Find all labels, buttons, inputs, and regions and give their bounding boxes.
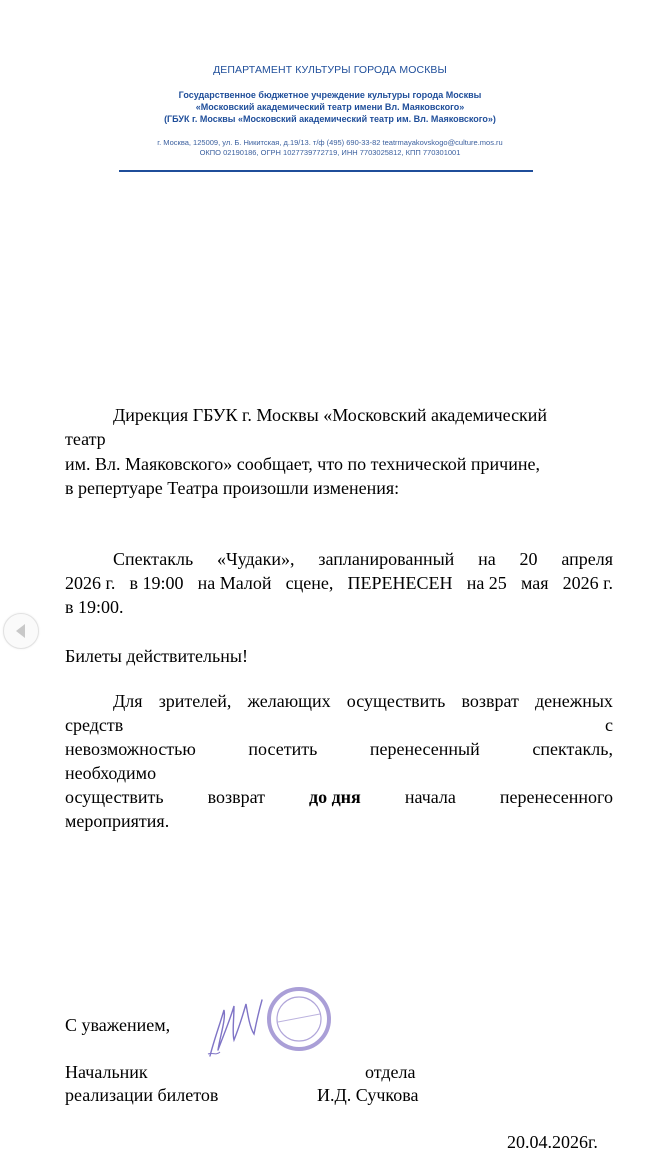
signatory-name: И.Д. Сучкова bbox=[317, 1085, 419, 1105]
paragraph-4-line-6: мероприятия. bbox=[65, 811, 170, 831]
signature-icon bbox=[204, 990, 266, 1062]
word: в 19:00 bbox=[129, 573, 184, 593]
word: возврат bbox=[461, 691, 519, 711]
word: средств bbox=[65, 715, 124, 735]
paragraph-4-line-3 bbox=[65, 738, 613, 760]
word: желающих bbox=[247, 691, 331, 711]
word: Для bbox=[113, 691, 143, 711]
organization-name-line3: (ГБУК г. Москвы «Московский академический театр им. Вл. Маяковского») bbox=[164, 114, 496, 124]
word: перенесенного bbox=[499, 787, 613, 807]
address-line: г. Москва, 125009, ул. Б. Никитская, д.19/13. т/ф (495) 690-33-82 teatrmayakovskogo@culture.mos.ru bbox=[157, 138, 503, 147]
word: «Чудаки», bbox=[216, 549, 295, 569]
closing-regards: С уважением, bbox=[65, 1015, 171, 1035]
tickets-valid-notice: Билеты действительны! bbox=[65, 646, 248, 666]
organization-name-line1: Государственное бюджетное учреждение культуры города Москвы bbox=[178, 90, 482, 100]
paragraph-2-line-3: в 19:00. bbox=[65, 597, 124, 617]
word: запланированный bbox=[318, 549, 455, 569]
organization-name-line2: «Московский академический театр имени Вл. Маяковского» bbox=[195, 102, 465, 112]
stamp-icon bbox=[266, 986, 332, 1052]
previous-page-button[interactable] bbox=[3, 613, 39, 649]
letterhead-divider bbox=[119, 170, 533, 172]
word: мая bbox=[520, 573, 549, 593]
paragraph-4-line-2 bbox=[65, 714, 613, 736]
position-title-line2: реализации билетов bbox=[65, 1085, 219, 1105]
word: осуществить bbox=[346, 691, 446, 711]
word: на 25 bbox=[466, 573, 507, 593]
paragraph-1-line-3: им. Вл. Маяковского» сообщает, что по технической причине, bbox=[65, 454, 540, 474]
word: возврат bbox=[207, 787, 265, 807]
word: спектакль, bbox=[532, 739, 613, 759]
chevron-left-icon bbox=[14, 623, 28, 639]
word: начала bbox=[404, 787, 456, 807]
word: денежных bbox=[535, 691, 613, 711]
word: невозможностью bbox=[65, 739, 196, 759]
word: 2026 г. bbox=[562, 573, 613, 593]
word: на Малой bbox=[197, 573, 272, 593]
paragraph-1-line-2: театр bbox=[65, 429, 106, 449]
paragraph-2-line-2 bbox=[65, 572, 613, 594]
word: 20 bbox=[519, 549, 538, 569]
paragraph-2-line-1 bbox=[113, 548, 613, 570]
position-title-line1-b: отдела bbox=[365, 1062, 416, 1082]
document-date: 20.04.2026г. bbox=[507, 1132, 598, 1152]
paragraph-4-line-4: необходимо bbox=[65, 763, 157, 783]
department-name: ДЕПАРТАМЕНТ КУЛЬТУРЫ ГОРОДА МОСКВЫ bbox=[213, 64, 447, 76]
word: осуществить bbox=[65, 787, 164, 807]
position-title-line1-a: Начальник bbox=[65, 1062, 148, 1082]
paragraph-1-line-4: в репертуаре Театра произошли изменения: bbox=[65, 478, 400, 498]
word: 2026 г. bbox=[65, 573, 116, 593]
paragraph-4-line-5 bbox=[65, 786, 613, 808]
word: зрителей, bbox=[158, 691, 232, 711]
registration-codes-line: ОКПО 02190186, ОГРН 1027739772719, ИНН 7703025812, КПП 770301001 bbox=[199, 148, 461, 157]
paragraph-4-line-1 bbox=[113, 690, 613, 712]
word: Спектакль bbox=[113, 549, 194, 569]
word: перенесенный bbox=[369, 739, 480, 759]
paragraph-1-line-1: Дирекция ГБУК г. Москвы «Московский академический bbox=[113, 405, 548, 425]
word: на bbox=[478, 549, 496, 569]
word: сцене, bbox=[285, 573, 334, 593]
word: с bbox=[605, 715, 613, 735]
word: ПЕРЕНЕСЕН bbox=[347, 573, 453, 593]
emphasized-phrase: до дня bbox=[308, 787, 361, 807]
word: апреля bbox=[561, 549, 613, 569]
word: посетить bbox=[248, 739, 318, 759]
